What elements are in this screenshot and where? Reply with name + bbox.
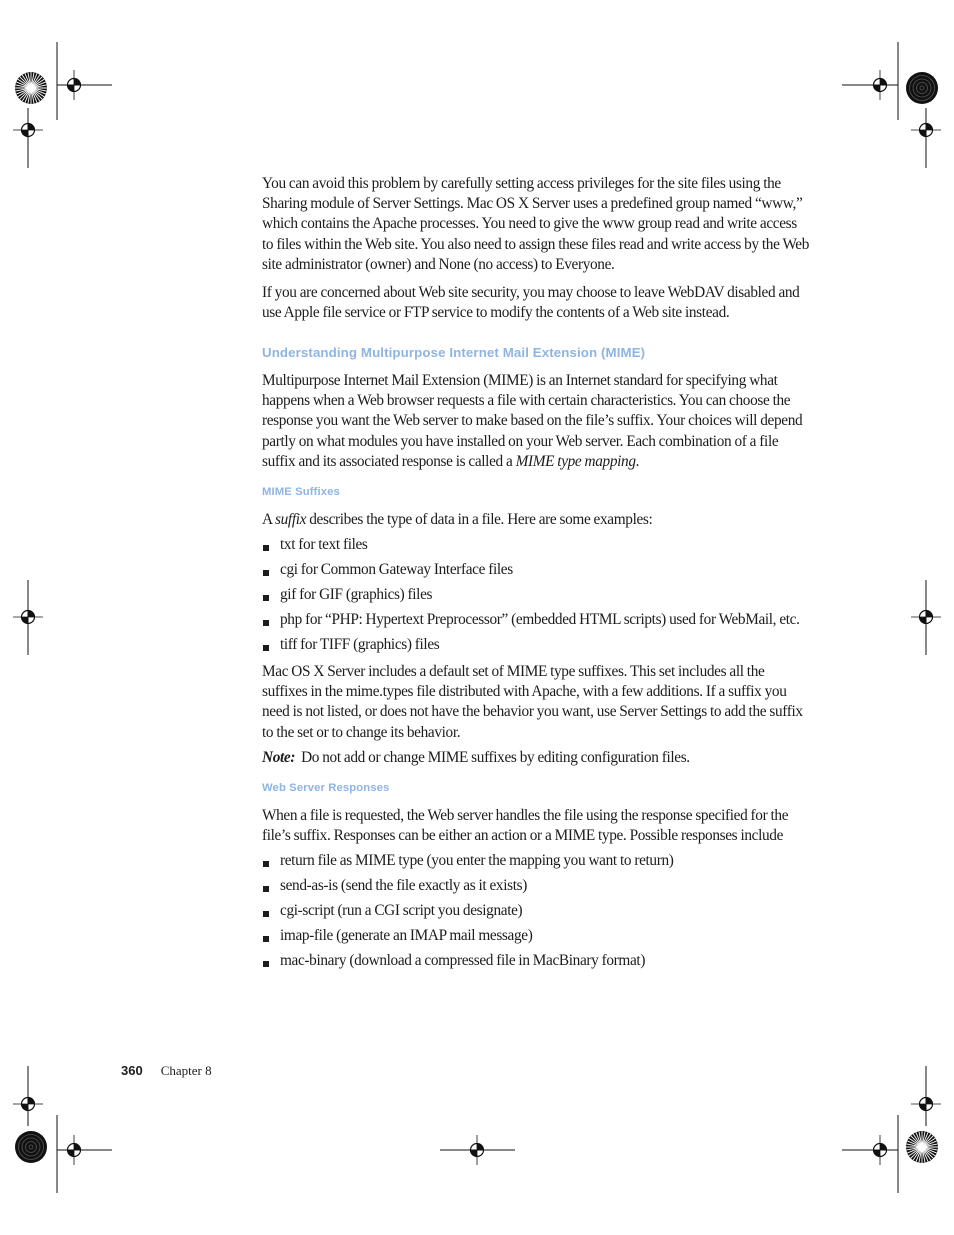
paragraph-text [262, 371, 810, 472]
bullet-icon [263, 595, 269, 601]
paragraph-text: When a file is requested, the Web server handles the file using the response specified for the file’s suffix. Responses can be either an action or a MIME type. Possible responses include [262, 807, 789, 845]
list-item-text: send-as-is (send the file exactly as it exists) [280, 877, 527, 894]
paragraph-segment: Multipurpose Internet Mail Extension (MIME) is an Internet standard for specifying what happens when a Web browser requests a file with certain characteristics. You can choose the response you want the Web server to make based on the file’s suffix. Your choices will depend partly on what modules you have installed on your Web server. Each combination of a file suffix and its associated response is called a [262, 372, 803, 470]
bullet-icon [263, 570, 269, 576]
list-item [262, 635, 800, 660]
list-item-text: imap-file (generate an IMAP mail message) [280, 927, 533, 944]
page-number: 360 [121, 1063, 143, 1078]
paragraph-segment: A [262, 511, 276, 528]
paragraph-text: If you are concerned about Web site security, you may choose to leave WebDAV disabled and use Apple file service or FTP service to modify the contents of a Web site instead. [262, 284, 800, 322]
bullet-icon [263, 936, 269, 942]
paragraph-suffix-definition [262, 510, 810, 530]
bullet-icon [263, 911, 269, 917]
list-item-text: php for “PHP: Hypertext Preprocessor” (embedded HTML scripts) used for WebMail, etc. [280, 611, 800, 628]
paragraph-mime-intro [262, 371, 810, 472]
paragraph-text: Mac OS X Server includes a default set of MIME type suffixes. This set includes all the suffixes in the mime.types file distributed with Apache, with a few additions. If a suffix you need is not listed, or does not have the behavior you want, use Server Settings to add the suffix to the set or to change its behavior. [262, 663, 803, 741]
list-item-text: gif for GIF (graphics) files [280, 586, 433, 603]
paragraph-responses-intro [262, 806, 810, 846]
note [262, 748, 810, 768]
term-suffix: suffix [275, 511, 307, 528]
heading-web-server-responses: Web Server Responses [262, 782, 390, 794]
suffix-examples-list [262, 535, 800, 660]
heading-mime-suffixes: MIME Suffixes [262, 486, 340, 498]
paragraph-segment: describes the type of data in a file. Here are some examples: [306, 511, 653, 528]
list-item [262, 585, 800, 610]
bullet-icon [263, 961, 269, 967]
heading-understanding-mime: Understanding Multipurpose Internet Mail Extension (MIME) [262, 345, 646, 360]
bullet-icon [263, 861, 269, 867]
note-body: Do not add or change MIME suffixes by editing configuration files. [301, 749, 690, 766]
note-text [262, 748, 810, 768]
list-item-text: cgi for Common Gateway Interface files [280, 561, 513, 578]
list-item-text: mac-binary (download a compressed file in MacBinary format) [280, 952, 646, 969]
list-item [262, 560, 800, 585]
term-mime-type-mapping: MIME type mapping [515, 452, 636, 470]
paragraph-access-privileges [262, 174, 810, 275]
list-item [262, 926, 674, 951]
paragraph-segment: . [635, 452, 640, 470]
note-label: Note: [262, 749, 296, 766]
bullet-icon [263, 645, 269, 651]
list-item-text: txt for text files [280, 536, 368, 553]
paragraph-text [262, 510, 810, 530]
bullet-icon [263, 620, 269, 626]
paragraph-default-suffixes [262, 662, 810, 743]
chapter-label: Chapter 8 [160, 1063, 212, 1078]
bullet-icon [263, 886, 269, 892]
list-item [262, 901, 674, 926]
list-item-text: tiff for TIFF (graphics) files [280, 636, 440, 653]
page-footer [121, 1063, 212, 1079]
list-item [262, 951, 674, 976]
list-item-text: cgi-script (run a CGI script you designate) [280, 902, 523, 919]
paragraph-text: You can avoid this problem by carefully setting access privileges for the site files using the Sharing module of Server Settings. Mac OS X Server uses a predefined group named “www,” which contains the Apache processes. You need to give the www group read and write access to files within the Web site. You also need to assign these files read and write access by the Web site administrator (owner) and None (no access) to Everyone. [262, 175, 810, 273]
responses-list [262, 851, 674, 976]
list-item [262, 535, 800, 560]
bullet-icon [263, 545, 269, 551]
list-item-text: return file as MIME type (you enter the mapping you want to return) [280, 852, 674, 869]
list-item [262, 876, 674, 901]
list-item [262, 610, 800, 635]
paragraph-webdav-security [262, 283, 810, 323]
list-item [262, 851, 674, 876]
